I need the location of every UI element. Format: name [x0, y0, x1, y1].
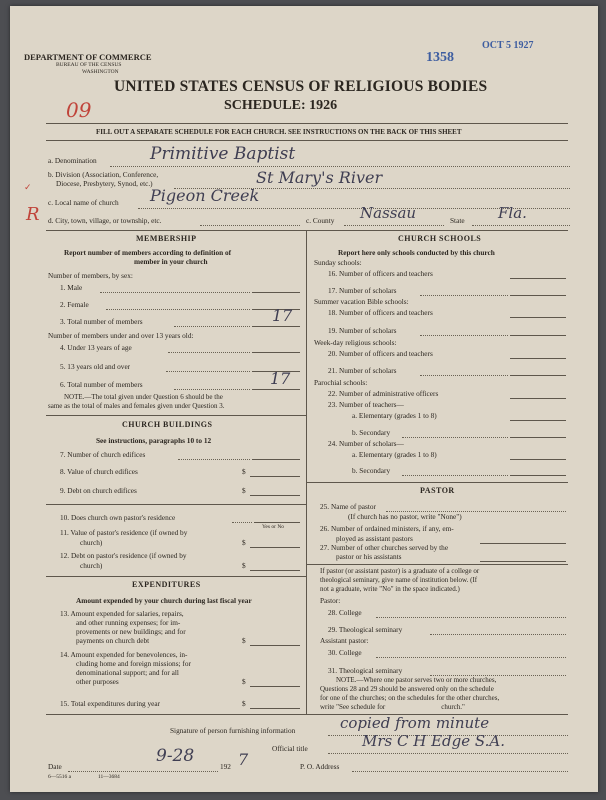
po-address-label: P. O. Address: [300, 762, 340, 771]
q13-line-4: payments on church debt: [76, 636, 150, 645]
buildings-mid-rule: [46, 504, 306, 505]
year-prefix: 192: [220, 762, 231, 771]
q25-hint: (If church has no pastor, write "None"): [348, 512, 462, 521]
state-value: Fla.: [498, 204, 527, 222]
official-title-value: Mrs C H Edge S.A.: [362, 732, 505, 750]
q22-answer-line: [510, 398, 566, 399]
q24b-secondary: b. Secondary: [352, 466, 391, 475]
expenditures-heading: EXPENDITURES: [132, 580, 201, 589]
q7-leader: [178, 459, 250, 460]
summer-schools-label: Summer vacation Bible schools:: [314, 297, 409, 306]
q4-answer-line: [252, 352, 300, 353]
sunday-schools-label: Sunday schools:: [314, 258, 362, 267]
pastor-note-4: write "See schedule for church.": [320, 703, 465, 711]
q13-line-3: provements or new buildings; and for: [76, 627, 186, 636]
q9-answer-line: [250, 495, 300, 496]
q18-answer-line: [510, 317, 566, 318]
code-annotation: 09: [66, 98, 92, 122]
q3-answer-line: [252, 326, 300, 327]
schools-sub: Report here only schools conducted by this church: [338, 248, 495, 257]
census-schedule-page: [10, 6, 598, 792]
denomination-line: [110, 166, 570, 167]
q19-leader: [420, 335, 508, 336]
q30-line: [376, 657, 566, 658]
q26-line-1: 26. Number of ordained ministers, if any, em-: [320, 524, 454, 533]
q24b-answer-line: [510, 475, 566, 476]
membership-note-2: same as the total of males and females given under Question 3.: [48, 402, 225, 410]
column-divider: [306, 230, 307, 714]
q23-teachers: 23. Number of teachers—: [328, 400, 404, 409]
division-value: St Mary's River: [256, 168, 383, 187]
county-value: Nassau: [360, 204, 417, 222]
q2-female: 2. Female: [60, 300, 89, 309]
q29-seminary: 29. Theological seminary: [328, 625, 403, 634]
q11-answer-line: [250, 547, 300, 548]
division-label-1: b. Division (Association, Conference,: [48, 170, 159, 179]
print-code: 11—3684: [98, 774, 120, 780]
age-intro: Number of members under and over 13 years old:: [48, 331, 194, 340]
signature-value: copied from minute: [340, 714, 490, 732]
q6-answer-line: [252, 389, 300, 390]
official-title-line: [328, 753, 568, 754]
q24-scholars: 24. Number of scholars—: [328, 439, 404, 448]
graduate-text-2: theological seminary, give name of institution below. (If: [320, 576, 478, 584]
q11-church: church): [80, 538, 103, 547]
q24b-leader: [402, 475, 508, 476]
q12-answer-line: [250, 570, 300, 571]
q17-scholars: 17. Number of scholars: [328, 286, 397, 295]
table-top-rule: [46, 230, 568, 231]
q12-dollar: $: [242, 561, 246, 570]
graduate-text-1: If pastor (or assistant pastor) is a graduate of a college or: [320, 567, 480, 575]
church-name-label: c. Local name of church: [48, 198, 119, 207]
q14-line-2: cluding home and foreign missions; for: [76, 659, 191, 668]
q3-total: 3. Total number of members: [60, 317, 143, 326]
form-code: 6—5516 a: [48, 774, 72, 780]
bureau-name: BUREAU OF THE CENSUS: [56, 62, 122, 68]
q22-admin-officers: 22. Number of administrative officers: [328, 389, 439, 398]
q8-value-edifices: 8. Value of church edifices: [60, 467, 138, 476]
q1-answer-line: [252, 292, 300, 293]
q13-answer-line: [250, 645, 300, 646]
q16-answer-line: [510, 278, 566, 279]
header-rule: [46, 123, 568, 124]
weekday-schools-label: Week-day religious schools:: [314, 338, 397, 347]
q8-dollar: $: [242, 467, 246, 476]
schools-heading: CHURCH SCHOOLS: [398, 234, 482, 243]
q26-answer-line: [480, 543, 566, 544]
q7-edifices: 7. Number of church edifices: [60, 450, 146, 459]
q23a-answer-line: [510, 420, 566, 421]
received-date-stamp: OCT 5 1927: [482, 40, 534, 51]
membership-intro-1: Report number of members according to definition of: [64, 248, 232, 257]
review-mark: R: [26, 204, 40, 225]
parochial-schools-label: Parochial schools:: [314, 378, 368, 387]
q6-leader: [174, 389, 250, 390]
membership-intro-2: member in your church: [134, 257, 208, 266]
state-label: State: [450, 216, 465, 225]
q27-line-1: 27. Number of other churches served by the: [320, 543, 449, 552]
q19-scholars: 19. Number of scholars: [328, 326, 397, 335]
q24a-elementary: a. Elementary (grades 1 to 8): [352, 450, 437, 459]
q14-dollar: $: [242, 677, 246, 686]
q1-leader: [100, 292, 250, 293]
q8-answer-line: [250, 476, 300, 477]
assistant-label: Assistant pastor:: [320, 636, 369, 645]
date-value: 9-28: [156, 746, 195, 766]
date-label: Date: [48, 762, 62, 771]
pastor-note-1: NOTE.—Where one pastor serves two or more churches,: [336, 676, 497, 684]
po-address-line: [352, 771, 568, 772]
membership-heading: MEMBERSHIP: [136, 234, 197, 243]
official-title-label: Official title: [272, 744, 308, 753]
q19-answer-line: [510, 335, 566, 336]
q24a-answer-line: [510, 459, 566, 460]
q4-leader: [168, 352, 250, 353]
buildings-heading: CHURCH BUILDINGS: [122, 420, 213, 429]
pastor-heading: PASTOR: [420, 486, 455, 495]
q21-answer-line: [510, 375, 566, 376]
q6-total: 6. Total number of members: [60, 380, 143, 389]
q27-line-2: pastor or his assistants: [336, 552, 402, 561]
q7-answer-line: [252, 459, 300, 460]
schedule-title: SCHEDULE: 1926: [224, 98, 338, 113]
expenditures-sub: Amount expended by your church during last fiscal year: [76, 596, 252, 605]
city-line: [200, 225, 300, 226]
q6-value: 17: [270, 369, 291, 388]
q23b-leader: [402, 437, 508, 438]
q21-leader: [420, 375, 508, 376]
yes-no-hint: Yes or No: [262, 524, 285, 530]
q30-college: 30. College: [328, 648, 362, 657]
by-sex-label: Number of members, by sex:: [48, 271, 133, 280]
pastor-label: Pastor:: [320, 596, 341, 605]
q26-line-2: ployed as assistant pastors: [336, 534, 413, 543]
q17-leader: [420, 295, 508, 296]
q14-line-3: denominational support; and for all: [76, 668, 179, 677]
signature-label: Signature of person furnishing information: [170, 726, 296, 735]
footer-rule: [46, 714, 568, 715]
q10-owns-residence: 10. Does church own pastor's residence: [60, 513, 176, 522]
q11-value-residence: 11. Value of pastor's residence (if owned by: [60, 528, 188, 537]
q23b-secondary: b. Secondary: [352, 428, 391, 437]
q29-line: [430, 634, 566, 635]
q23a-elementary: a. Elementary (grades 1 to 8): [352, 411, 437, 420]
q14-answer-line: [250, 686, 300, 687]
q5-leader: [166, 371, 250, 372]
check-mark: ✓: [24, 182, 32, 192]
q11-dollar: $: [242, 538, 246, 547]
date-line: [68, 771, 218, 772]
city-name: WASHINGTON: [82, 69, 119, 75]
header-rule-2: [46, 140, 568, 141]
county-line: [344, 225, 444, 226]
buildings-rule: [46, 415, 306, 416]
q25-name: 25. Name of pastor: [320, 502, 376, 511]
q17-answer-line: [510, 295, 566, 296]
q3-value: 17: [272, 306, 293, 325]
q13-dollar: $: [242, 636, 246, 645]
form-title: UNITED STATES CENSUS OF RELIGIOUS BODIES: [114, 78, 488, 95]
q3-leader: [174, 326, 250, 327]
received-number-stamp: 1358: [426, 50, 454, 65]
q21-scholars: 21. Number of scholars: [328, 366, 397, 375]
q1-male: 1. Male: [60, 283, 83, 292]
graduate-text-3: not a graduate, write "No" in the space indicated.): [320, 585, 460, 593]
pastor-note-2: Questions 28 and 29 should be answered only on the schedule: [320, 685, 494, 693]
department-name: DEPARTMENT OF COMMERCE: [24, 52, 152, 62]
pastor-note-3: for one of the churches; on the schedules for the other churches,: [320, 694, 500, 702]
q28-college: 28. College: [328, 608, 362, 617]
state-line: [472, 225, 570, 226]
county-label: c. County: [306, 216, 335, 225]
q12-church: church): [80, 561, 103, 570]
denomination-label: a. Denomination: [48, 156, 97, 165]
q28-line: [376, 617, 566, 618]
year-digit: 7: [238, 750, 249, 769]
q9-debt-edifices: 9. Debt on church edifices: [60, 486, 137, 495]
q10-leader: [232, 522, 252, 523]
q20-officers: 20. Number of officers and teachers: [328, 349, 433, 358]
q16-officers: 16. Number of officers and teachers: [328, 269, 433, 278]
city-label: d. City, town, village, or township, etc.: [48, 216, 162, 225]
q15-answer-line: [250, 708, 300, 709]
membership-note-1: NOTE.—The total given under Question 6 should be the: [64, 393, 223, 401]
q15-total: 15. Total expenditures during year: [60, 699, 161, 708]
q4-under-13: 4. Under 13 years of age: [60, 343, 132, 352]
buildings-sub: See instructions, paragraphs 10 to 12: [96, 436, 212, 445]
q20-answer-line: [510, 358, 566, 359]
q23b-answer-line: [510, 437, 566, 438]
q5-over-13: 5. 13 years old and over: [60, 362, 131, 371]
q18-officers: 18. Number of officers and teachers: [328, 308, 433, 317]
q15-dollar: $: [242, 699, 246, 708]
denomination-value: Primitive Baptist: [150, 144, 296, 164]
q27-answer-line: [480, 561, 566, 562]
q13-line-2: and other running expenses; for im-: [76, 618, 181, 627]
q14-line-1: 14. Amount expended for benevolences, in-: [60, 650, 188, 659]
pastor-rule: [306, 482, 568, 483]
instruction-line: FILL OUT A SEPARATE SCHEDULE FOR EACH CHURCH. SEE INSTRUCTIONS ON THE BACK OF THIS SHEET: [96, 128, 462, 136]
q12-debt-residence: 12. Debt on pastor's residence (if owned by: [60, 551, 187, 560]
q2-leader: [106, 309, 250, 310]
graduate-rule: [306, 564, 568, 565]
church-name-value: Pigeon Creek: [150, 186, 260, 205]
q14-line-4: other purposes: [76, 677, 119, 686]
q9-dollar: $: [242, 486, 246, 495]
q31-seminary: 31. Theological seminary: [328, 666, 403, 675]
q13-line-1: 13. Amount expended for salaries, repairs,: [60, 609, 184, 618]
q10-answer-line: [254, 522, 300, 523]
division-label-2: Diocese, Presbytery, Synod, etc.): [56, 179, 153, 188]
expenditures-rule: [46, 576, 306, 577]
